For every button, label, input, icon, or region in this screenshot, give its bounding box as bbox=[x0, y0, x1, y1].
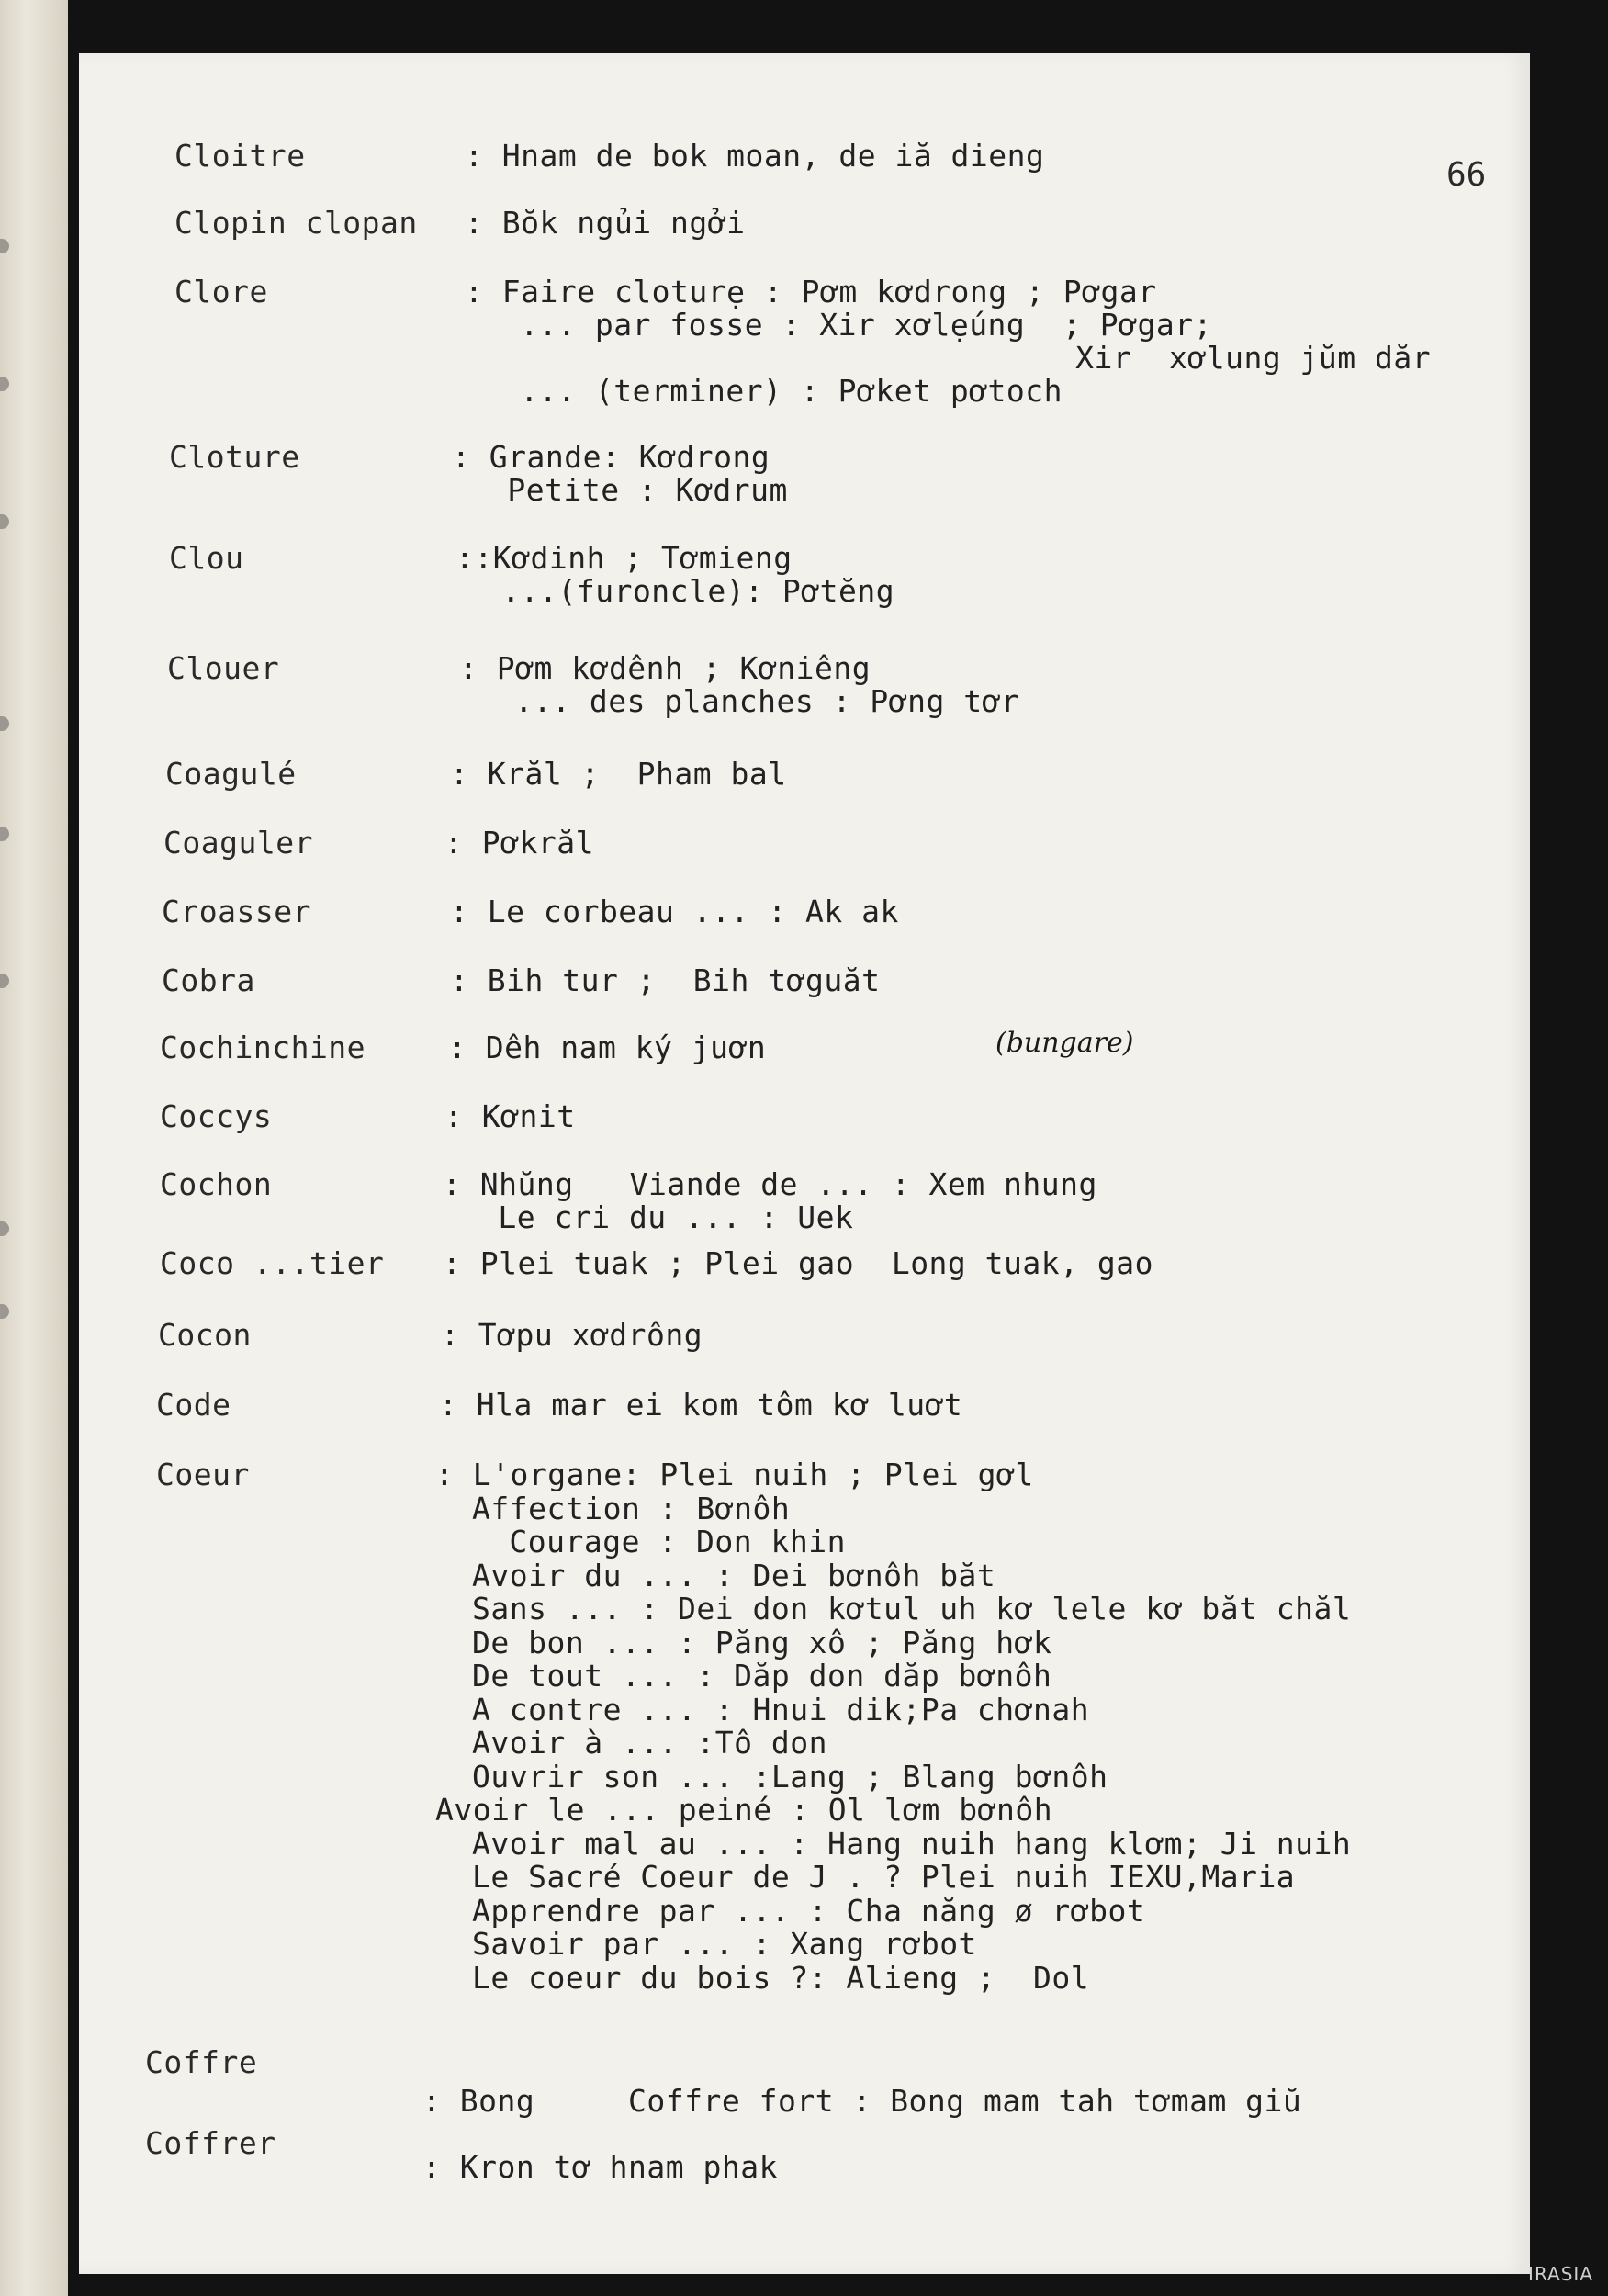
entry-definition-line: : Bŏk ngủi ngởi bbox=[465, 205, 746, 241]
binding-hole bbox=[0, 827, 9, 841]
binding-hole bbox=[0, 514, 9, 529]
entry-definition-line: Petite : Kơdrum bbox=[489, 472, 788, 508]
entry-definition-line: A contre ... : Hnui dik;Pa chơnah bbox=[472, 1691, 1090, 1728]
entry-definition-line: : Plei tuak ; Plei gao Long tuak, gao bbox=[443, 1245, 1153, 1281]
binding-edge bbox=[0, 0, 68, 2296]
entry-headword: Cochon bbox=[160, 1166, 273, 1202]
page-number: 66 bbox=[1446, 156, 1487, 194]
entry-headword: Cochinchine bbox=[160, 1030, 366, 1065]
entry-headword: Cloitre bbox=[174, 138, 306, 174]
entry-definition-line: : Kơnit bbox=[444, 1098, 576, 1134]
entry-headword: Clouer bbox=[167, 650, 280, 686]
entry-definition-line: Affection : Bơnôh bbox=[472, 1490, 791, 1526]
entry-headword: Cocon bbox=[158, 1317, 252, 1353]
dictionary-page bbox=[79, 53, 1530, 2274]
entry-definition-line: Avoir mal au ... : Hang nuih hang klơm; Ji nuih bbox=[472, 1825, 1352, 1862]
entry-headword: Croasser bbox=[162, 894, 311, 929]
entry-definition-line: : Bong Coffre fort : Bong mam tah tơmam giŭ bbox=[422, 2083, 1302, 2119]
entry-headword: Coagulé bbox=[165, 756, 297, 792]
entry-definition-line: : L'organe: Plei nuih ; Plei gơl bbox=[435, 1457, 1034, 1492]
binding-hole bbox=[0, 716, 9, 731]
entry-headword: Cloture bbox=[169, 439, 300, 475]
entry-headword: Clopin clopan bbox=[174, 205, 418, 241]
entry-definition-line: Ouvrir son ... :Lang ; Blang bơnôh bbox=[472, 1758, 1108, 1795]
entry-definition-line: Courage : Don khin bbox=[490, 1524, 846, 1559]
entry-definition-line: : Le corbeau ... : Ak ak bbox=[450, 894, 899, 929]
binding-hole bbox=[0, 1304, 9, 1319]
entry-definition-line: Savoir par ... : Xang rơbot bbox=[472, 1926, 977, 1962]
entry-definition-line: : Hnam de bok moan, de iă dieng bbox=[465, 138, 1045, 174]
entry-definition-line: ... des planches : Pơng tơr bbox=[496, 683, 1020, 719]
entry-definition-line: Le coeur du bois ?: Alieng ; Dol bbox=[472, 1959, 1090, 1996]
entry-definition-line: Apprendre par ... : Cha năng ø rơbot bbox=[472, 1892, 1146, 1929]
entry-headword: Coffrer bbox=[145, 2125, 276, 2161]
entry-headword: Coaguler bbox=[163, 825, 313, 861]
entry-definition-line: Xir xơlung jŭm dăr bbox=[814, 340, 1432, 376]
binding-hole bbox=[0, 377, 9, 391]
entry-headword: Code bbox=[156, 1387, 231, 1423]
entry-definition-line: ... par fosse : Xir xơlẹúng ; Pơgar; bbox=[501, 307, 1212, 343]
entry-definition-line: : Nhŭng Viande de ... : Xem nhung bbox=[443, 1166, 1097, 1202]
entry-definition-line: : Krăl ; Pham bal bbox=[450, 756, 787, 792]
entry-definition-line: : Dêh nam ký juơn bbox=[448, 1030, 767, 1065]
entry-definition-line: ...(furoncle): Pơtĕng bbox=[483, 573, 895, 609]
entry-definition-line: Sans ... : Dei don kơtul uh kơ lele kơ băt chăl bbox=[472, 1591, 1352, 1626]
entry-definition-line: : Pơm kơdênh ; Kơniêng bbox=[459, 650, 871, 686]
entry-definition-line: : Kron tơ hnam phak bbox=[422, 2149, 778, 2185]
entry-definition-line: Le cri du ... : Uek bbox=[479, 1199, 854, 1235]
binding-hole bbox=[0, 1221, 9, 1236]
entry-definition-line: ::Kơdinh ; Tơmieng bbox=[455, 540, 793, 576]
entry-definition-line: Avoir à ... :Tô don bbox=[472, 1725, 827, 1761]
entry-headword: Coccys bbox=[160, 1098, 273, 1134]
entry-definition-line: Avoir du ... : Dei bơnôh băt bbox=[472, 1557, 996, 1593]
entry-definition-line: Avoir le ... peiné : Ol lơm bơnôh bbox=[435, 1792, 1053, 1828]
entry-headword: Coco ...tier bbox=[160, 1245, 385, 1281]
entry-definition-line: Le Sacré Coeur de J . ? Plei nuih IEXU,Maria bbox=[472, 1859, 1296, 1895]
entry-definition-line: : Grande: Kơdrong bbox=[452, 439, 770, 475]
entry-headword: Clore bbox=[174, 274, 268, 310]
entry-definition-line: : Hla mar ei kom tôm kơ luơt bbox=[439, 1387, 963, 1423]
binding-hole bbox=[0, 974, 9, 988]
watermark: IRASIA bbox=[1528, 2263, 1593, 2285]
entry-definition-line: : Pơkrăl bbox=[444, 825, 594, 861]
entry-headword: Cobra bbox=[162, 962, 255, 998]
entry-definition-line: De tout ... : Dăp don dăp bơnôh bbox=[472, 1658, 1052, 1694]
entry-headword: Coffre bbox=[145, 2044, 258, 2080]
entry-definition-line: : Bih tur ; Bih tơguăt bbox=[450, 962, 881, 998]
entry-headword: Clou bbox=[169, 540, 244, 576]
handwritten-note: (bungare) bbox=[995, 1027, 1134, 1059]
entry-definition-line: ... (terminer) : Pơket pơtoch bbox=[501, 373, 1063, 409]
entry-definition-line: : Faire cloturẹ : Pơm kơdrong ; Pơgar bbox=[465, 274, 1157, 310]
entry-definition-line: De bon ... : Păng xô ; Păng hơk bbox=[472, 1624, 1052, 1660]
entry-headword: Coeur bbox=[156, 1457, 250, 1492]
entry-definition-line: : Tơpu xơdrông bbox=[441, 1317, 703, 1353]
binding-hole bbox=[0, 239, 9, 253]
